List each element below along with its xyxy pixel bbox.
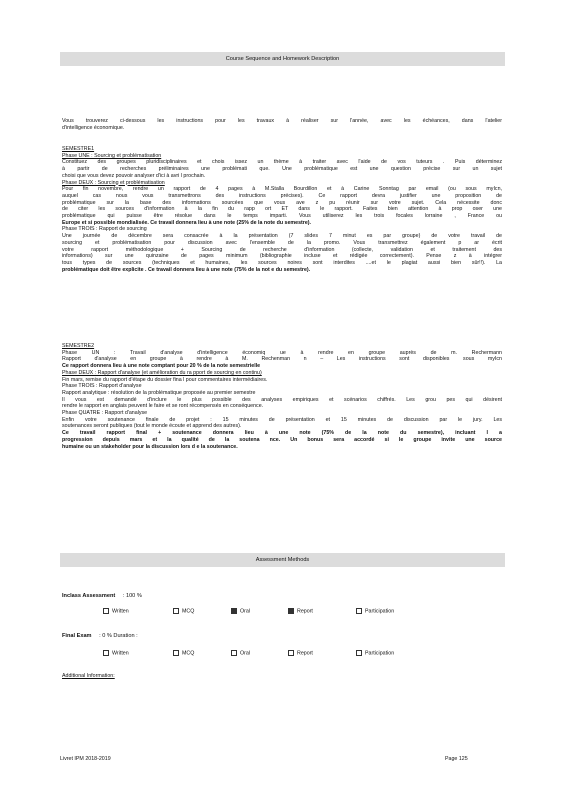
checkbox-icon[interactable] [288, 650, 294, 656]
checkbox-icon[interactable] [356, 650, 362, 656]
semestre1-line: Phase DEUX : Sourcing et problématisation [62, 179, 165, 186]
intro-line: Vous trouverez ci-dessous les instructions pour les travaux à réaliser sur l'année, avec les échéances, dans l'atelier [62, 118, 502, 124]
semestre1-line: votre rapport méthodologique + Sourcing de recherche d'information (collecte, validation et traitement des [62, 246, 502, 253]
additional-information-label: Additional Information: [62, 673, 115, 679]
inclass-assessment-heading [62, 593, 502, 599]
semestre1-line: problématique doit être explicite . Ce travail donnera lieu à une note (75% de la not e du semestre). [62, 266, 311, 273]
footer-left: Livret IPM 2018-2019 [60, 756, 111, 762]
semestre2-line: Ce rapport donnera lieu à une note comptant pour 20 % de la note semestrielle [62, 363, 261, 370]
semestre2-line: Phase QUATRE : Rapport d'analyse [62, 410, 148, 417]
semestre2-line: Ce travail rapport final + soutenance donnera lieu à une note (75% de la note du semestre), incluant l a [62, 430, 502, 437]
semestre2-section [62, 343, 502, 450]
semestre2-line: Il vous est demandé d'inclure le plus possible des analyses empiriques et scénarios chiffrés. Les grou pes qui désirent [62, 396, 502, 403]
semestre2-line: Enfin votre soutenance finale de projet : 15 minutes de présentation et 15 minutes de discussion par le jury. Les [62, 416, 502, 423]
final_exam-option-report[interactable] [288, 650, 313, 656]
option-label: Oral [240, 650, 251, 657]
checkbox-icon[interactable] [173, 608, 179, 614]
semestre1-line: choisi que vous devez pouvoir analyser d'ici à avri l prochain. [62, 172, 206, 179]
semestre1-line: problématique qui puisse être résolue dans le temps imparti. Vous utiliserez les trois focales lorraine , France ou [62, 213, 502, 220]
option-label: Participation [365, 608, 395, 615]
semestre2-line: Rapport analytique : résolution de la problématique proposée au premier semestre [62, 389, 256, 396]
section-header-course-sequence: Course Sequence and Homework Description [60, 52, 505, 66]
semestre2-line: Phase DEUX : Rapport d'analyse (et amélioration du ra pport de sourcing en continu) [62, 369, 262, 376]
checkbox-icon[interactable] [103, 650, 109, 656]
final_exam-option-mcq[interactable] [173, 650, 194, 656]
semestre1-title: SEMESTRE1 [62, 146, 95, 152]
semestre2-title: SEMESTRE2 [62, 343, 95, 349]
option-label: Report [297, 650, 313, 657]
inclass-value: : 100 % [122, 593, 142, 599]
semestre2-line: humaine ou un stakeholder pour la discussion lors d e la soutenance. [62, 443, 238, 450]
option-label: MCQ [182, 608, 195, 615]
semestre1-line: Constituez des groupes pluridisciplinaires et chois issez un thème à traiter avec l'aide de vos tuteurs . Puis déterminez [62, 159, 502, 166]
checkbox-icon[interactable] [288, 608, 294, 614]
checkbox-icon[interactable] [231, 608, 237, 614]
semestre2-line: Phase TROIS : Rapport d'analyse [62, 383, 142, 390]
semestre1-line: informations) sur une quinzaine de pages minimum (bibliographie incluse et rédigée correctement). Pense z à intégrer [62, 253, 502, 260]
semestre1-line: Phase TROIS : Rapport de sourcing [62, 226, 147, 233]
inclass-option-written[interactable] [103, 608, 129, 614]
semestre2-line: soutenances seront publiques (tout le monde écoute et apprend des autres). [62, 423, 242, 430]
semestre1-line: de citer les sources d'information à la fin du rapp ort ET dans le rapport. Faites bien attention à prop oser une [62, 206, 502, 213]
intro-paragraph [62, 118, 502, 131]
checkbox-icon[interactable] [173, 650, 179, 656]
semestre1-line: tous types de sources (techniques et humaines, les sources noires sont interdites ....et le plagiat aussi bien sûr!!). La [62, 259, 502, 266]
final-exam-value: : 0 % Duration : [99, 633, 138, 639]
option-label: MCQ [182, 650, 195, 657]
semestre1-line: problématique sur la base des informations sourcées que vous ave z pu réunir sur votre sujet. Cela nécessite donc [62, 199, 502, 206]
semestre2-line: Phase UN : Travail d'analyse d'intelligence économiq ue à rendre en groupe auprès de m. Rechermann [62, 349, 502, 356]
semestre2-line: Rapport d'analyse en groupe à rendre à M. Rechenman n – Les instructions sont disponibles sous myIcn [62, 356, 502, 363]
semestre2-line: rendre le rapport en anglais peuvent le faire et se ront récompensés en conséquence. [62, 403, 264, 410]
option-label: Report [297, 608, 313, 615]
semestre2-line: Fin mars, remise du rapport d'étape du dossier fina l pour commentaires intermédiaires. [62, 376, 268, 383]
option-label: Written [112, 608, 129, 615]
semestre1-line: sourcing et problématisation pour discussion avec l'ensemble de la promo. Vous transmettrez également p ar écrit [62, 239, 502, 246]
inclass-option-oral[interactable] [231, 608, 250, 614]
semestre2-line: progression depuis mars et la qualité de la soutena nce. Un bonus sera accordé si le groupe invite une source [62, 436, 502, 443]
option-label: Participation [365, 650, 395, 657]
checkbox-icon[interactable] [103, 608, 109, 614]
final_exam-option-written[interactable] [103, 650, 129, 656]
semestre1-line: Phase UNE : Sourcing et problématisation [62, 152, 162, 159]
option-label: Written [112, 650, 129, 657]
checkbox-icon[interactable] [356, 608, 362, 614]
inclass-option-mcq[interactable] [173, 608, 194, 614]
inclass-label: Inclass Assessment [62, 593, 116, 599]
semestre1-line: à partir de recherches préliminaires une problémati que. Une problématique est une question précise sur un sujet [62, 166, 502, 173]
checkbox-icon[interactable] [231, 650, 237, 656]
semestre1-line: auquel cas nous vous transmettrons des instructions précises). Ce rapport devra justifier une proposition de [62, 192, 502, 199]
final_exam-option-participation[interactable] [356, 650, 394, 656]
footer-page-number: Page 125 [445, 756, 468, 762]
intro-line: d'intelligence économique. [62, 124, 125, 131]
final_exam-option-oral[interactable] [231, 650, 250, 656]
semestre1-line: Une journée de décembre sera consacrée à la présentation (7 slides 7 minut es par groupe) de votre travail de [62, 233, 502, 240]
final-exam-heading [62, 633, 502, 639]
final-exam-label: Final Exam [62, 633, 92, 639]
semestre1-section [62, 146, 502, 273]
inclass-option-report[interactable] [288, 608, 313, 614]
option-label: Oral [240, 608, 251, 615]
section-header-assessment: Assessment Methods [60, 553, 505, 567]
semestre1-line: Europe et si possible mondialisée. Ce travail donnera lieu à une note (25% de la note du semestre). [62, 219, 312, 226]
inclass-option-participation[interactable] [356, 608, 394, 614]
semestre1-line: Pour fin novembre, rendre un rapport de 4 pages à M.Stalla Bourdillon et à Carine Sonntag par email (ou sous myIcn, [62, 186, 502, 193]
